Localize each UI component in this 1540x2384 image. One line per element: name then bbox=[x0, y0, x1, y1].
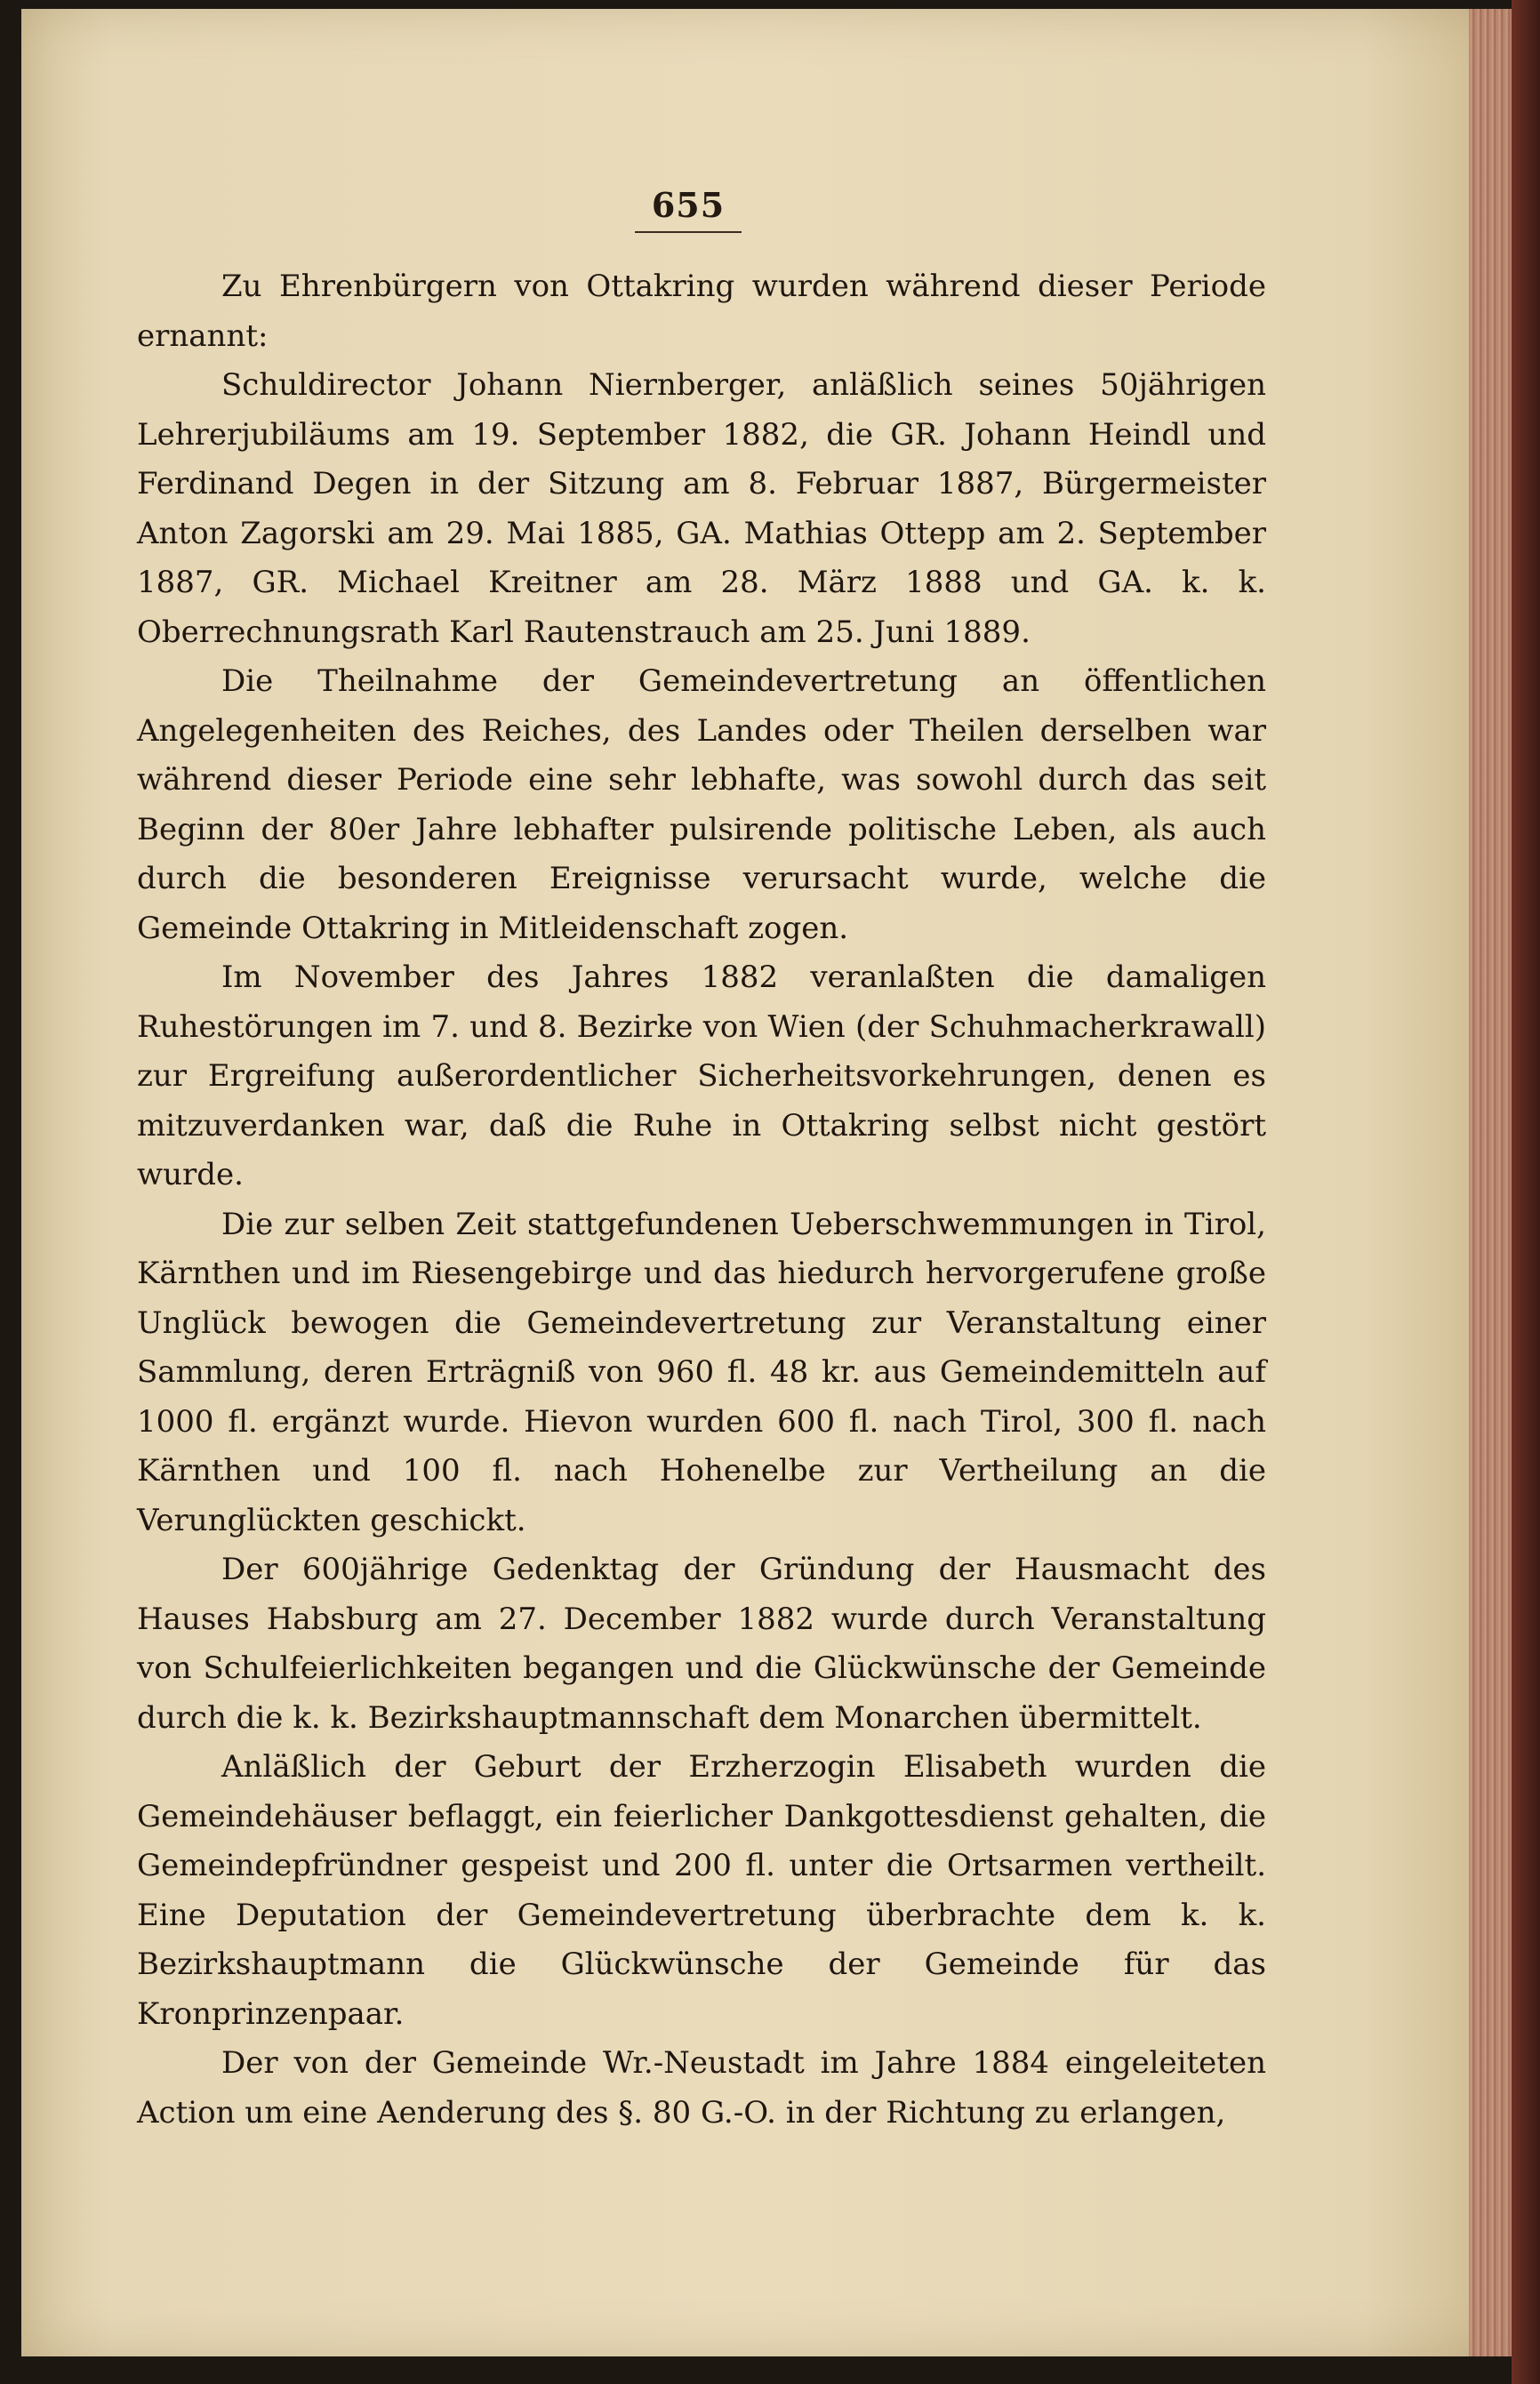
page-number-underline bbox=[635, 231, 742, 233]
paragraph-november-1882: Im November des Jahres 1882 veranlaßten die damaligen Ruhestörungen im 7. und 8. Bezirke von Wien (der Schuhmacherkrawall) zur Ergreifung außerordentlicher Sicherheitsvorkehrungen, denen es mitzuverdanken war, daß die Ruhe in Ottakring selbst nicht gestört wurde. bbox=[137, 959, 1266, 1192]
book-binding bbox=[1512, 0, 1540, 2384]
paragraph-public-affairs: Die Theilnahme der Gemeindevertretung an öffentlichen Angelegenheiten des Reiches, des Landes oder Theilen derselben war während dieser Periode eine sehr lebhafte, was sowohl durch das seit Beginn der 80er Jahre lebhafter pulsirende politische Leben, als auch durch die besonderen Ereignisse verursacht wurde, welche die Gemeinde Ottakring in Mitleidenschaft zogen. bbox=[137, 663, 1266, 946]
book-page bbox=[21, 9, 1512, 2356]
paragraph-honorary-citizens: Zu Ehrenbürgern von Ottakring wurden während dieser Periode ernannt: bbox=[137, 269, 1266, 354]
paragraph-neustadt-action: Der von der Gemeinde Wr.-Neustadt im Jahre 1884 eingeleiteten Action um eine Aenderung des §. 80 G.-O. in der Richtung zu erlangen, bbox=[137, 2045, 1266, 2131]
body-text bbox=[137, 262, 1266, 2138]
paragraph-archduchess-birth: Anläßlich der Geburt der Erzherzogin Elisabeth wurden die Gemeindehäuser beflaggt, ein feierlicher Dankgottesdienst gehalten, die Gemeindepfründner gespeist und 200 fl. unter die Ortsarmen vertheilt. Eine Deputation der Gemeindevertretung überbrachte dem k. k. Bezirkshauptmann die Glückwünsche der Gemeinde für das Kronprinzenpaar. bbox=[137, 1749, 1266, 2032]
paragraph-honoree-list: Schuldirector Johann Niernberger, anläßlich seines 50jährigen Lehrerjubiläums am 19. September 1882, die GR. Johann Heindl und Ferdinand Degen in der Sitzung am 8. Februar 1887, Bürgermeister Anton Zagorski am 29. Mai 1885, GA. Mathias Ottepp am 2. September 1887, GR. Michael Kreitner am 28. März 1888 und GA. k. k. Oberrechnungsrath Karl Rautenstrauch am 25. Juni 1889. bbox=[137, 367, 1266, 650]
page-edge-stack bbox=[1469, 9, 1512, 2356]
page-number: 655 bbox=[651, 185, 726, 225]
paragraph-habsburg-anniversary: Der 600jährige Gedenktag der Gründung der Hausmacht des Hauses Habsburg am 27. December 1882 wurde durch Veranstaltung von Schulfeierlichkeiten begangen und die Glückwünsche der Gemeinde durch die k. k. Bezirkshauptmannschaft dem Monarchen übermittelt. bbox=[137, 1552, 1266, 1736]
paragraph-floods: Die zur selben Zeit stattgefundenen Ueberschwemmungen in Tirol, Kärnthen und im Riesengebirge und das hiedurch hervorgerufene große Unglück bewogen die Gemeindevertretung zur Veranstaltung einer Sammlung, deren Erträgniß von 960 fl. 48 kr. aus Gemeindemitteln auf 1000 fl. ergänzt wurde. Hievon wurden 600 fl. nach Tirol, 300 fl. nach Kärnthen und 100 fl. nach Hohenelbe zur Vertheilung an die Verunglückten geschickt. bbox=[137, 1206, 1266, 1538]
